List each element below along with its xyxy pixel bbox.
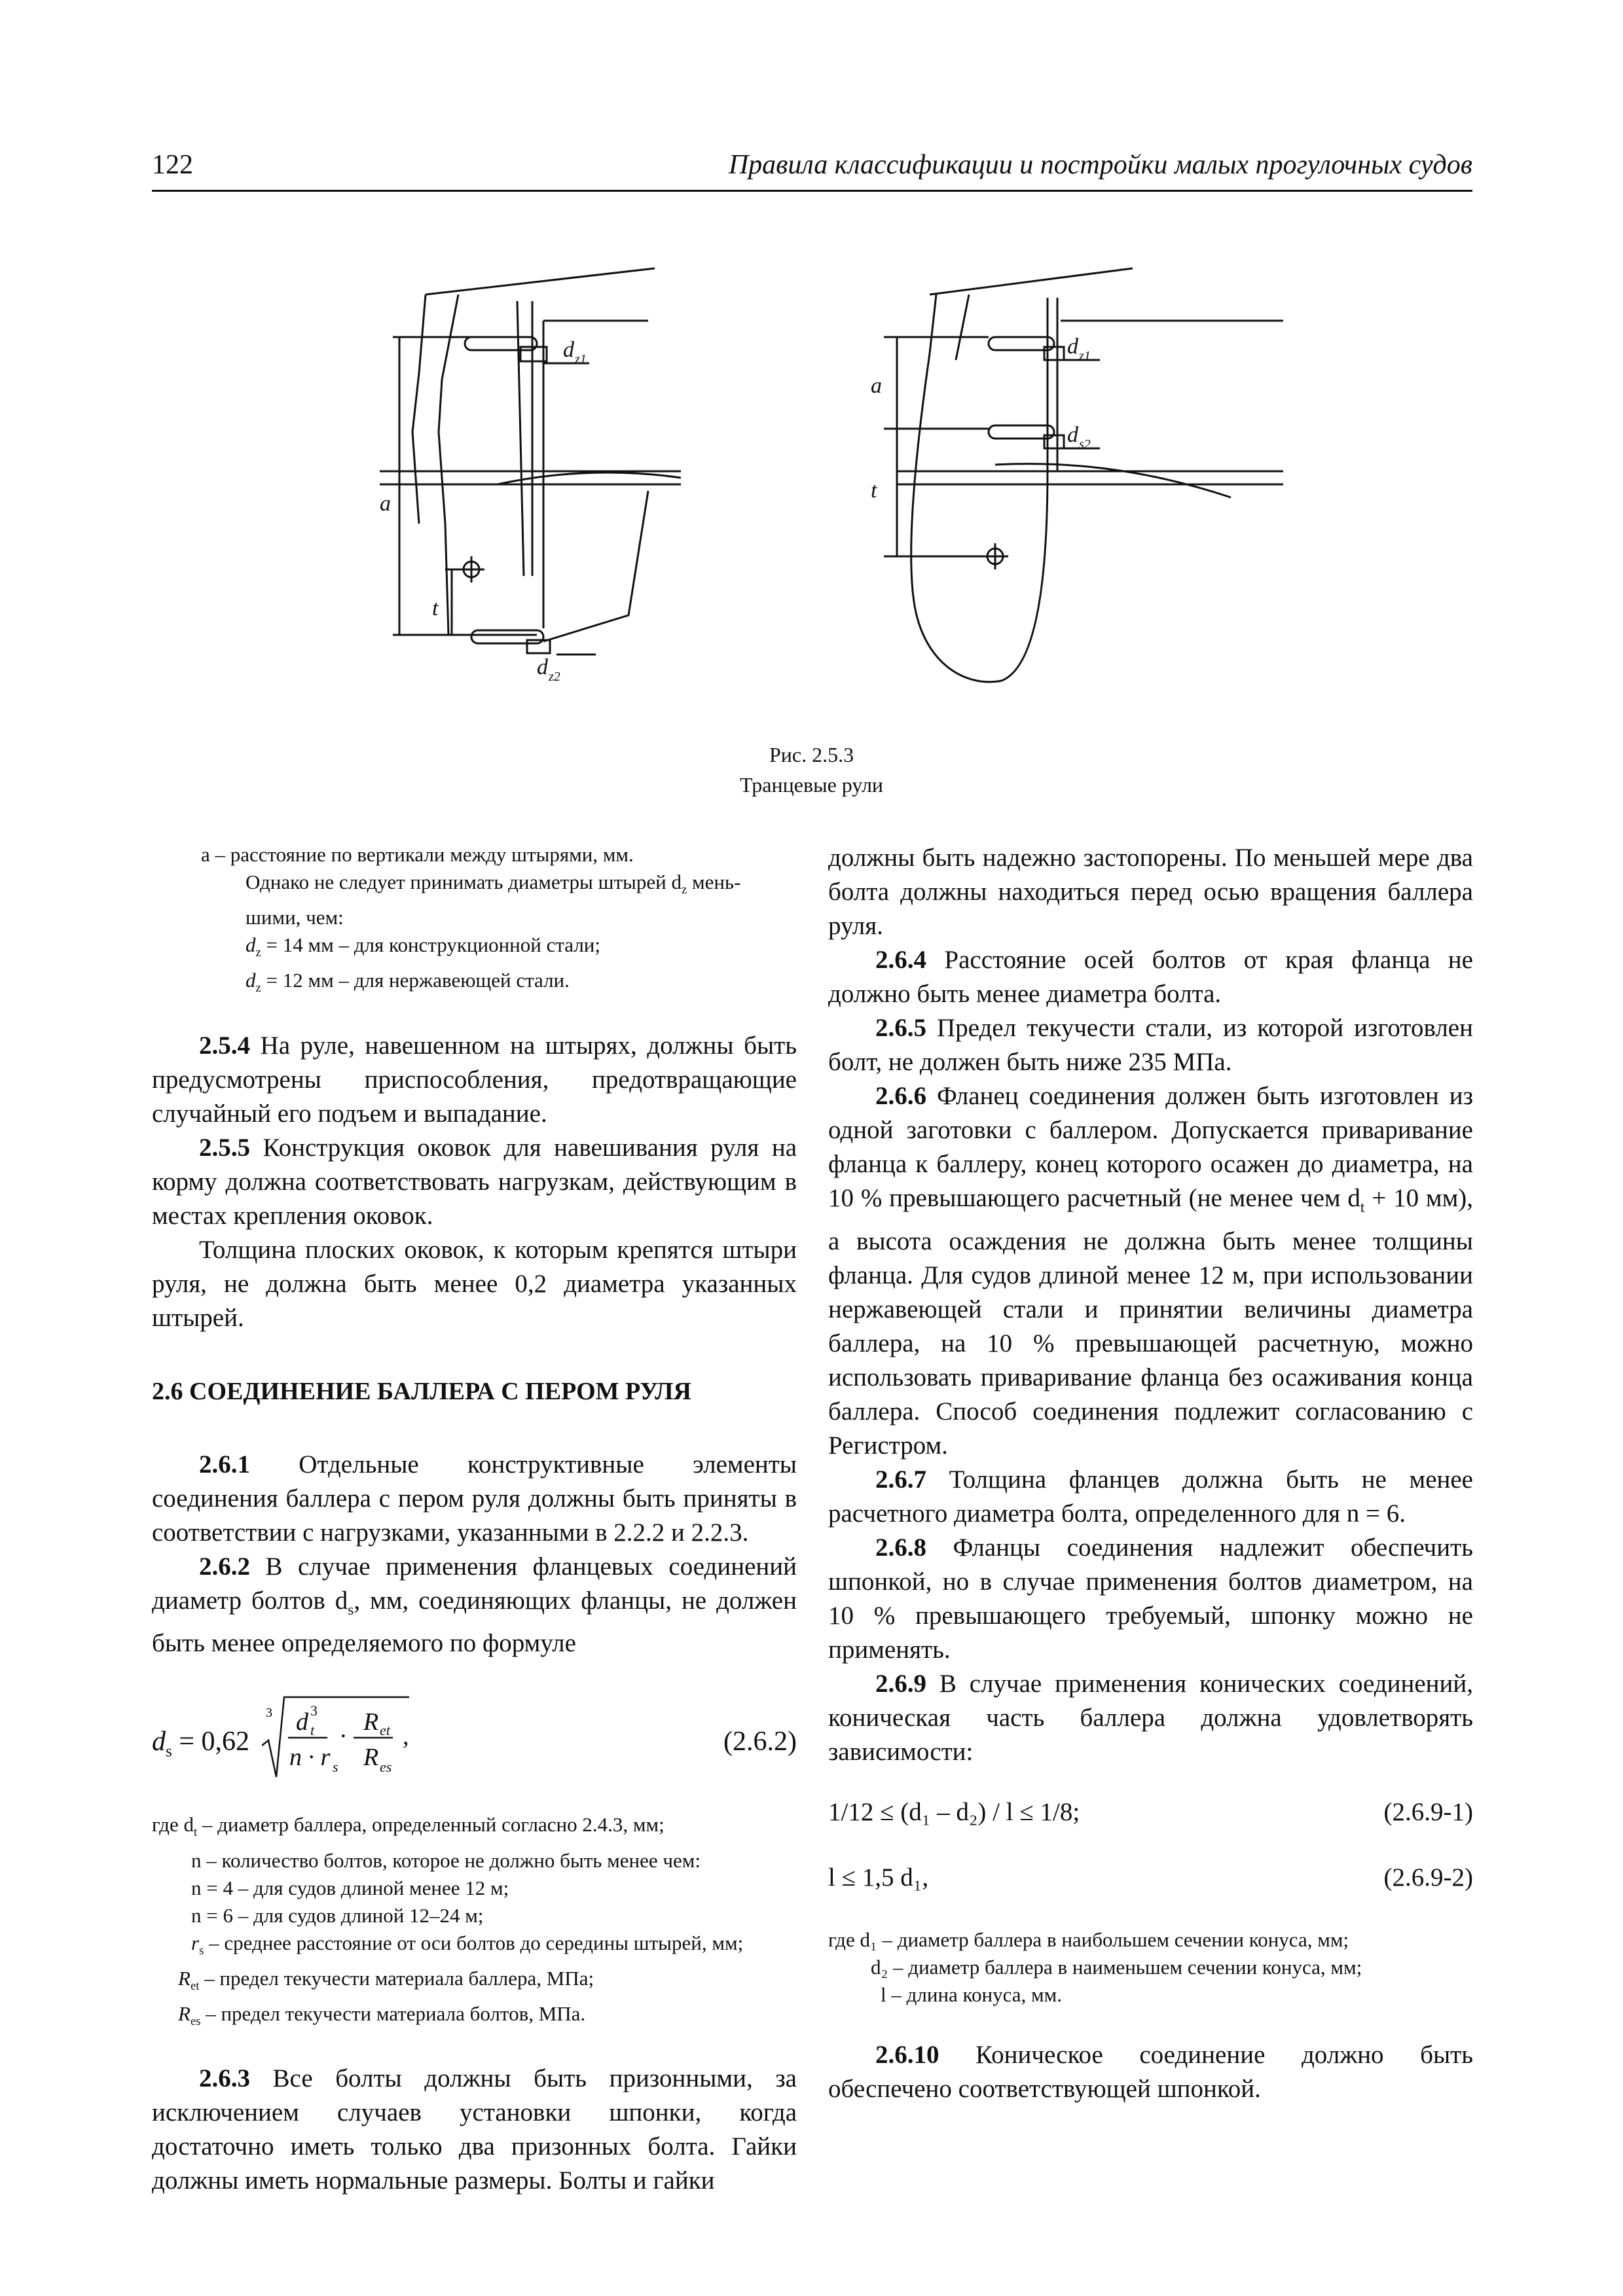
svg-text:3: 3	[310, 1702, 318, 1719]
pintle-notes: a – расстояние по вертикали между штырями, мм. Однако не следует принимать диаметры штырей $d_z$ мень- шими, чем: $d_z = 14$ мм – для конструкционной стали; $d_z = 12$ мм – для нержавеющей стали.	[201, 841, 797, 1003]
svg-text:·: ·	[339, 1723, 348, 1751]
left-column	[152, 841, 797, 2198]
svg-text:R: R	[363, 1708, 379, 1736]
svg-text:s: s	[333, 1759, 338, 1776]
formula-legend: где $d_t$ – диаметр баллера, определенный согласно 2.4.3, мм; n – количество болтов, которое не должно быть менее чем: n = 4 – для судов длиной менее 12 м; n = 6 – для судов длиной 12–24 м; $r_s$ – среднее расстояние от оси болтов до середины штырей, мм; $R_{et}$ – предел текучести материала баллера, МПа; $R_{es}$ – предел текучести материала болтов, МПа.	[152, 1813, 744, 2029]
header-rule	[152, 190, 1472, 192]
left-hull-outline	[426, 268, 655, 295]
para-2-6-7: 2.6.7 Толщина фланцев должна быть не менее расчетного диаметра болта, определенного для n = 6.	[828, 1465, 1473, 1528]
figure-caption-title: Транцевые рули	[739, 773, 884, 797]
svg-text:d: d	[296, 1708, 308, 1736]
para-2-6-6: 2.6.6 Фланец соединения должен быть изготовлен из одной заготовки с баллером. Допускается приваривание фланца к баллеру, конец которого осажен до диаметра, на 10 % превышающего расчетный (не менее чем $d_t + 10$ мм), а высота осаждения не должна быть менее толщины фланца. Для судов длиной менее 12 м, при использовании нержавеющей стали и принятии величины диаметра баллера, на 10 % превышающей расчетную, можно использовать приваривание фланца без осаживания конца баллера. Способ соединения подлежит согласованию с Регистром.	[828, 1082, 1473, 1460]
svg-text:n · r: n · r	[289, 1744, 331, 1772]
para-2-6-5: 2.6.5 Предел текучести стали, из которой изготовлен болт, не должен быть ниже 235 МПа.	[828, 1014, 1473, 1076]
note-1: Однако не следует принимать диаметры штырей d	[246, 870, 682, 893]
label-dz1: d	[563, 338, 574, 362]
formula-2-6-9-1: 1/12 ≤ (d₁ – d₂) / l ≤ 1/8; (2.6.9-1)	[828, 1797, 1473, 1826]
svg-text:3: 3	[266, 1706, 272, 1721]
para-2-6-3: 2.6.3 Все болты должны быть призонными, за исключением случаев установки шпонки, когда достаточно иметь только два призонных болта. Гайки должны иметь нормальные размеры. Болты и гайки	[152, 2064, 797, 2195]
svg-text:t: t	[310, 1722, 315, 1739]
para-2-6-4: 2.6.4 Расстояние осей болтов от края фланца не должно быть менее диаметра болта.	[828, 946, 1473, 1008]
label-a-right: a	[871, 374, 882, 398]
para-2-6-2: 2.6.2 В случае применения фланцевых соединений диаметр болтов $d_s$, мм, соединяющих фланцы, не должен быть менее определяемого по формуле	[152, 1552, 797, 1658]
svg-text:,: ,	[403, 1723, 409, 1751]
note-4: = 12 мм – для нержавеющей стали.	[261, 969, 570, 992]
label-dz2: d	[537, 655, 548, 679]
label-dz1-right: d	[1067, 334, 1078, 359]
section-heading-2-6: 2.6 СОЕДИНЕНИЕ БАЛЛЕРА С ПЕРОМ РУЛЯ	[152, 1377, 691, 1405]
label-dz1-right-sub: z1	[1079, 349, 1091, 363]
formula-2-6-9-2: l ≤ 1,5 d₁, (2.6.9-2)	[828, 1863, 1473, 1892]
label-a-left: a	[380, 492, 391, 516]
formula-2-6-2: $d_s = 0,62$ 3 d 3 t n · r s · R et R es , (2.6.2)	[152, 1687, 797, 1791]
svg-text:et: et	[380, 1722, 390, 1739]
cube-root-sign	[262, 1693, 412, 1785]
para-2-6-8: 2.6.8 Фланцы соединения надлежит обеспечить шпонкой, но в случае применения болтов диаметром, на 10 % превышающего требуемый, шпонку можно не применять.	[828, 1533, 1473, 1664]
rudder-figure	[340, 249, 1283, 720]
svg-text:R: R	[363, 1744, 379, 1772]
right-column	[828, 841, 1473, 2106]
label-t-left: t	[432, 596, 439, 620]
label-dz2-sub: z2	[549, 670, 560, 684]
label-ds2: d	[1067, 423, 1078, 447]
para-2-6-1: 2.6.1 Отдельные конструктивные элементы соединения баллера с пером руля должны быть приняты в соответствии с нагрузками, указанными в 2.2.2 и 2.2.3.	[152, 1450, 797, 1547]
note-a: a – расстояние по вертикали между штырями, мм.	[201, 843, 634, 866]
cone-legend: где d₁ – диаметр баллера в наибольшем сечении конуса, мм; d₂ – диаметр баллера в наименьшем сечении конуса, мм; l – длина конуса, мм.	[828, 1928, 1362, 2006]
para-2-5-5: 2.5.5 Конструкция оковок для навешивания руля на корму должна соответствовать нагрузкам, действующим в местах крепления оковок.	[152, 1133, 797, 1230]
para-2-6-9: 2.6.9 В случае применения конических соединений, коническая часть баллера должна удовлетворять зависимости:	[828, 1669, 1473, 1766]
page-number: 122	[152, 150, 193, 180]
para-2-5-4: 2.5.4 На руле, навешенном на штырях, должны быть предусмотрены приспособления, предотвращающие случайный его подъем и выпадание.	[152, 1031, 797, 1128]
para-2-6-10: 2.6.10 Коническое соединение должно быть обеспечено соответствующей шпонкой.	[828, 2040, 1473, 2103]
svg-text:es: es	[380, 1759, 392, 1776]
para-2-6-3-cont: должны быть надежно застопорены. По меньшей мере два болта должны находиться перед осью вращения баллера руля.	[828, 844, 1473, 940]
formula-number: (2.6.2)	[723, 1727, 797, 1757]
figure-caption-number: Рис. 2.5.3	[769, 743, 854, 766]
para-2-5-5b: Толщина плоских оковок, к которым крепятся штыри руля, не должна быть менее 0,2 диаметра указанных штырей.	[152, 1235, 797, 1332]
label-dz1-sub: z1	[575, 352, 587, 367]
note-2: шими, чем:	[246, 906, 344, 929]
running-title: Правила классификации и постройки малых прогулочных судов	[728, 150, 1472, 180]
note-3: = 14 мм – для конструкционной стали;	[261, 933, 600, 957]
label-ds2-sub: s2	[1079, 437, 1091, 452]
label-t-right: t	[871, 478, 877, 503]
